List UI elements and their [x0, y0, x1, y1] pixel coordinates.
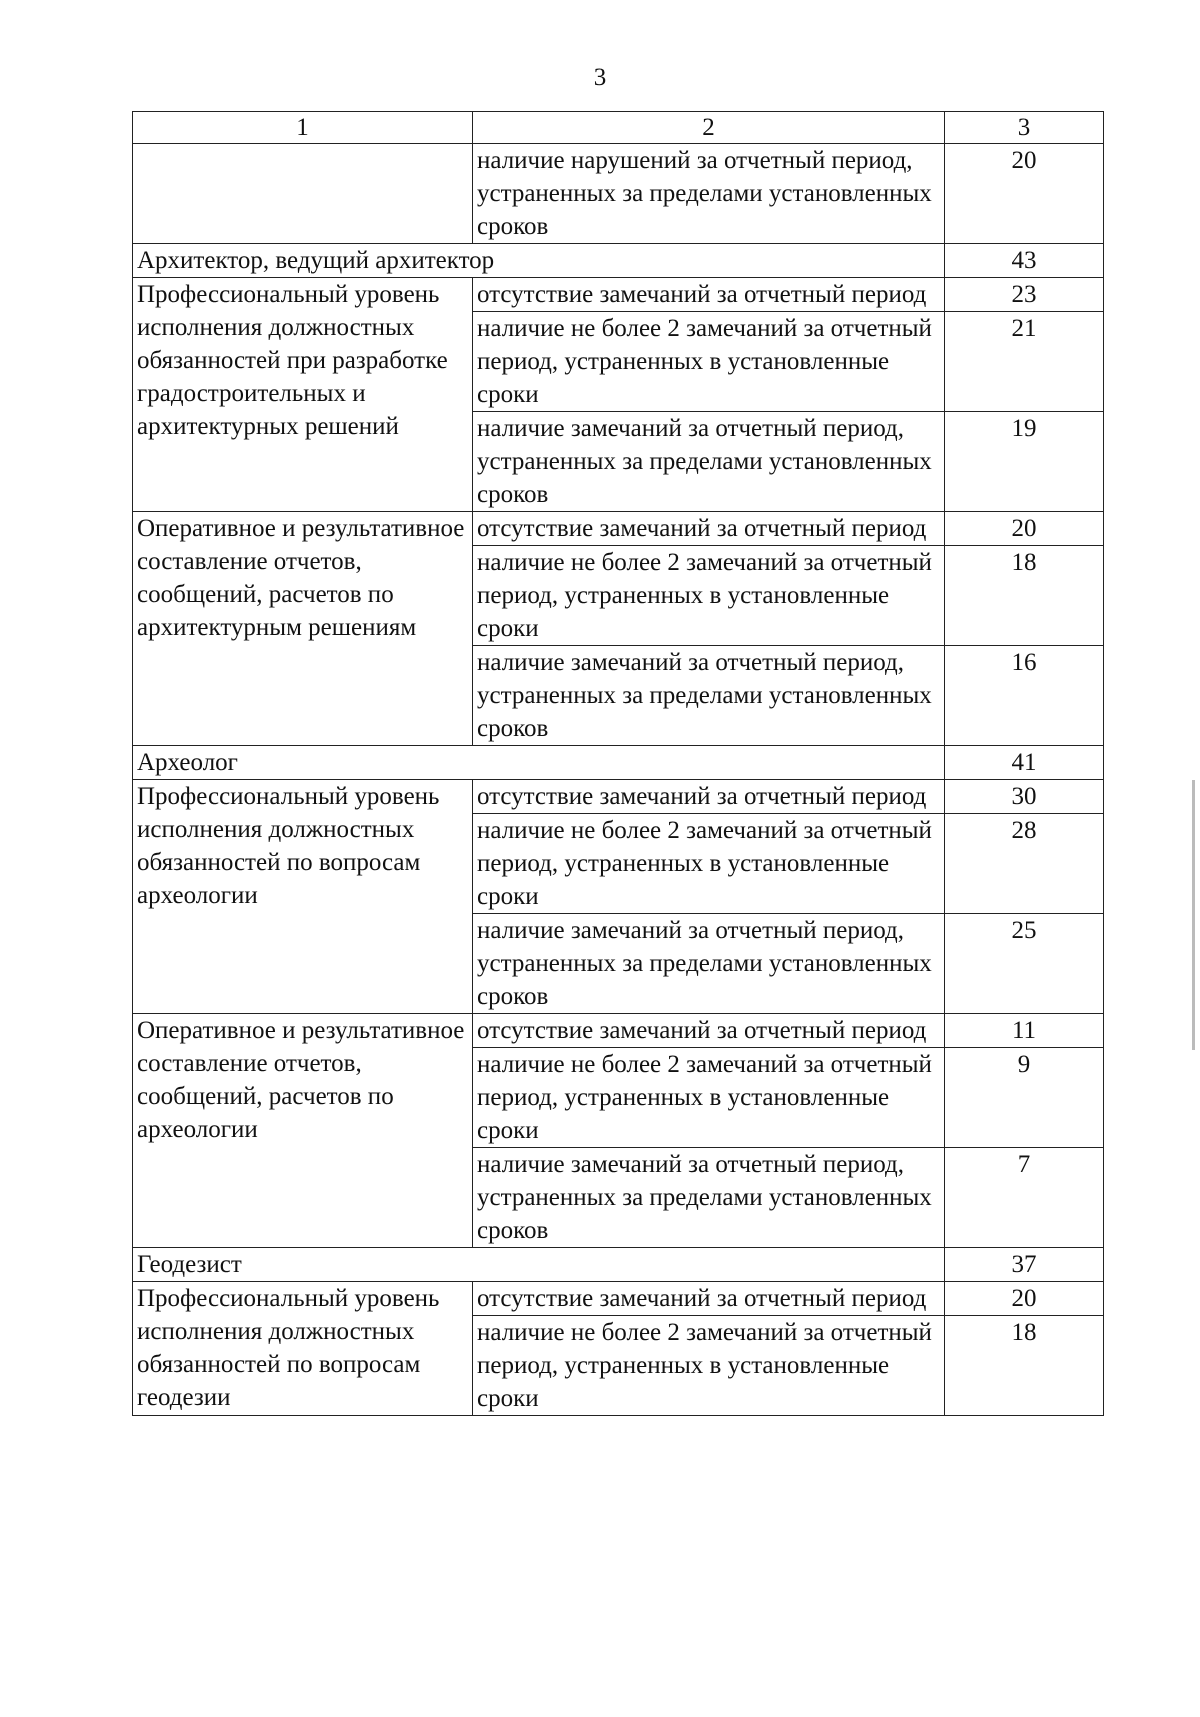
criterion-cell: наличие нарушений за отчетный период, устраненных за пределами установленных сроков — [473, 144, 945, 244]
position-title: Геодезист — [133, 1248, 945, 1282]
score-cell: 9 — [945, 1048, 1104, 1148]
score-cell: 20 — [945, 512, 1104, 546]
score-cell: 16 — [945, 646, 1104, 746]
table-row — [133, 1282, 1104, 1316]
score-cell: 28 — [945, 814, 1104, 914]
criterion-cell: отсутствие замечаний за отчетный период — [473, 780, 945, 814]
criterion-cell: наличие не более 2 замечаний за отчетный период, устраненных в установленные сроки — [473, 312, 945, 412]
header-col-2: 2 — [473, 112, 945, 144]
position-row — [133, 1248, 1104, 1282]
table-row — [133, 278, 1104, 312]
scan-edge-mark — [1192, 780, 1195, 1050]
score-cell: 25 — [945, 914, 1104, 1014]
position-row — [133, 244, 1104, 278]
score-cell: 11 — [945, 1014, 1104, 1048]
score-cell: 18 — [945, 546, 1104, 646]
position-title: Археолог — [133, 746, 945, 780]
criterion-cell: наличие замечаний за отчетный период, устраненных за пределами установленных сроков — [473, 1148, 945, 1248]
criterion-cell: наличие замечаний за отчетный период, устраненных за пределами установленных сроков — [473, 646, 945, 746]
criterion-cell: отсутствие замечаний за отчетный период — [473, 1014, 945, 1048]
indicator-cell: Профессиональный уровень исполнения должностных обязанностей по вопросам геодезии — [133, 1282, 473, 1416]
criterion-cell: наличие не более 2 замечаний за отчетный период, устраненных в установленные сроки — [473, 1316, 945, 1416]
score-cell: 7 — [945, 1148, 1104, 1248]
criterion-cell: наличие не более 2 замечаний за отчетный период, устраненных в установленные сроки — [473, 546, 945, 646]
table-row — [133, 1014, 1104, 1048]
position-total: 43 — [945, 244, 1104, 278]
indicator-cell — [133, 144, 473, 244]
score-cell: 21 — [945, 312, 1104, 412]
score-cell: 20 — [945, 1282, 1104, 1316]
position-total: 41 — [945, 746, 1104, 780]
indicator-cell: Профессиональный уровень исполнения должностных обязанностей при разработке градостроительных и архитектурных решений — [133, 278, 473, 512]
criterion-cell: наличие не более 2 замечаний за отчетный период, устраненных в установленные сроки — [473, 814, 945, 914]
header-col-1: 1 — [133, 112, 473, 144]
criterion-cell: отсутствие замечаний за отчетный период — [473, 1282, 945, 1316]
indicator-cell: Оперативное и результативное составление отчетов, сообщений, расчетов по археологии — [133, 1014, 473, 1248]
indicator-cell: Оперативное и результативное составление отчетов, сообщений, расчетов по архитектурным решениям — [133, 512, 473, 746]
table-row — [133, 780, 1104, 814]
criteria-table — [132, 111, 1104, 1416]
criterion-cell: наличие замечаний за отчетный период, устраненных за пределами установленных сроков — [473, 914, 945, 1014]
position-total: 37 — [945, 1248, 1104, 1282]
criterion-cell: наличие не более 2 замечаний за отчетный период, устраненных в установленные сроки — [473, 1048, 945, 1148]
score-cell: 23 — [945, 278, 1104, 312]
header-col-3: 3 — [945, 112, 1104, 144]
score-cell: 20 — [945, 144, 1104, 244]
position-title: Архитектор, ведущий архитектор — [133, 244, 945, 278]
criterion-cell: отсутствие замечаний за отчетный период — [473, 278, 945, 312]
header-row — [133, 112, 1104, 144]
score-cell: 19 — [945, 412, 1104, 512]
indicator-cell: Профессиональный уровень исполнения должностных обязанностей по вопросам археологии — [133, 780, 473, 1014]
score-cell: 18 — [945, 1316, 1104, 1416]
table-row — [133, 144, 1104, 244]
score-cell: 30 — [945, 780, 1104, 814]
criterion-cell: отсутствие замечаний за отчетный период — [473, 512, 945, 546]
page-number: 3 — [593, 64, 607, 91]
position-row — [133, 746, 1104, 780]
criterion-cell: наличие замечаний за отчетный период, устраненных за пределами установленных сроков — [473, 412, 945, 512]
table-row — [133, 512, 1104, 546]
